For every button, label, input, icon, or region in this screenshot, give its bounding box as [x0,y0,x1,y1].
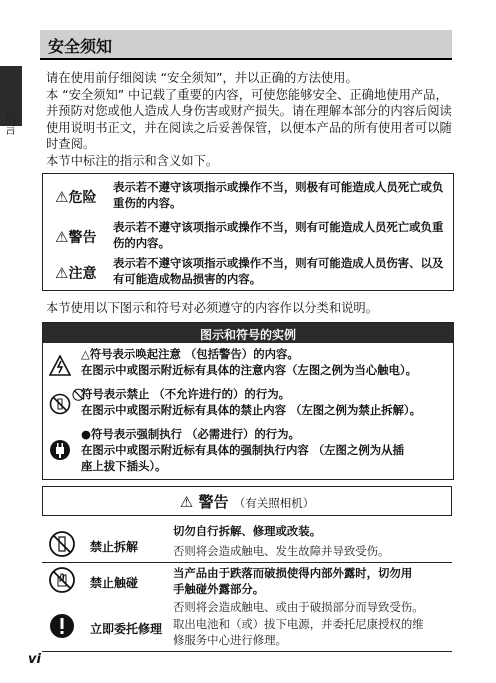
disassembly-prohibited-icon [49,393,71,415]
symbol-prohibit-line-1: ⃠符号表示禁止 （不允许进行的）的行为。 [81,387,290,401]
signal-word-box [42,173,454,291]
signal-row-warning [43,218,453,254]
warning-table [42,486,452,652]
table-bottom-rule [42,651,452,652]
symbol-example-box [42,322,454,480]
warning-triangle-icon: ⚠ [55,264,69,282]
section-title: 安全须知 [48,37,113,56]
warning-desc-touch [173,566,449,616]
disassembly-prohibited-icon [48,530,76,558]
symbol-box-title: 图示和符号的实例 [199,328,296,342]
warning-label-disassembly: 禁止拆解 [90,540,139,554]
warning-desc-disassembly [173,524,449,559]
symbol-mandatory-line-1: ●符号表示强制执行 （必需进行）的行为。 [81,427,300,441]
symbol-mandatory-line-3: 座上拔下插头）。 [81,459,167,473]
signal-row-danger [43,178,453,214]
warning-table-title: 警告 [198,493,229,511]
intro-paragraph-1: 请在使用前仔细阅读 “安全须知”，并以正确的方法使用。 [46,71,358,85]
symbol-box-header [43,323,453,343]
intro-paragraph-2: 本 “安全须知” 中记载了重要的内容，可使您能够安全、正确地使用产品，并预防对您或他人造成人身伤害或财产损失。请在理解本部分的内容后阅读使用说明书正文，并在阅读之后妥善保管，以便本产品的所有使用者可以随时查阅。 [46,87,452,152]
symbol-prohibit-line-2: 在图示中或图示附近标有具体的禁止内容 （左图之例为禁止拆解）。 [81,403,421,417]
warning-bold-touch-2: 手触碰外露部分。 [173,581,265,596]
intro-paragraph-3: 本节中标注的指示和含义如下。 [46,153,219,168]
signal-term-warning: 警告 [68,230,97,246]
warning-bold-disassembly: 切勿自行拆解、修理或改装。 [173,524,322,538]
warning-triangle-icon: ⚠ [55,188,69,206]
signal-term-danger: 危险 [68,190,97,206]
page-number: vi [28,652,41,667]
exclamation-mandatory-icon [48,612,76,640]
symbol-caution-line-1: △符号表示唤起注意 （包括警告）的内容。 [81,347,299,361]
warning-normal-repair-2: 修服务中心进行修理。 [173,632,287,647]
intro-text [46,70,452,170]
signal-desc-warning: 表示若不遵守该项指示或操作不当，则有可能造成人员死亡或负重伤的内容。 [113,220,444,250]
symbols-intro: 本节使用以下图示和符号对必须遵守的内容作以分类和说明。 [46,301,379,315]
symbol-caution-line-2: 在图示中或图示附近标有具体的注意内容（左图之例为当心触电）。 [81,363,418,377]
warning-desc-repair [173,617,449,648]
warning-label-touch: 禁止触碰 [90,576,139,590]
chapter-label: 前言 [3,110,17,136]
touch-prohibited-icon [48,566,76,594]
warning-normal-disassembly: 否则将会造成触电、发生故障并导致受伤。 [173,543,390,558]
warning-table-header [42,486,452,516]
warning-label-repair: 立即委托修理 [90,622,163,636]
symbol-mandatory-line-2: 在图示中或图示附近标有具体的强制执行内容 （左图之例为从插 [81,443,404,457]
signal-term-caution: 注意 [68,266,97,282]
electric-shock-caution-icon [49,355,71,377]
signal-desc-danger: 表示若不遵守该项指示或操作不当，则极有可能造成人员死亡或负重伤的内容。 [113,180,444,210]
signal-desc-caution: 表示若不遵守该项指示或操作不当，则有可能造成人员伤害、以及有可能造成物品损害的内容。 [113,256,444,286]
warning-bold-touch-1: 当产品由于跌落而破损使得内部外露时，切勿用 [173,566,413,580]
warning-triangle-icon: ⚠ [179,493,194,511]
warning-normal-repair-1: 取出电池和（或）拔下电源，并委托尼康授权的维 [173,617,424,631]
warning-normal-touch: 否则将会造成触电、或由于破损部分而导致受伤。 [173,600,424,614]
row-divider [42,562,452,563]
section-title-bar [40,30,452,60]
warning-table-subtitle: （有关照相机） [233,496,315,510]
signal-row-caution [43,254,453,290]
unplug-mandatory-icon [49,439,71,461]
warning-triangle-icon: ⚠ [55,228,69,246]
